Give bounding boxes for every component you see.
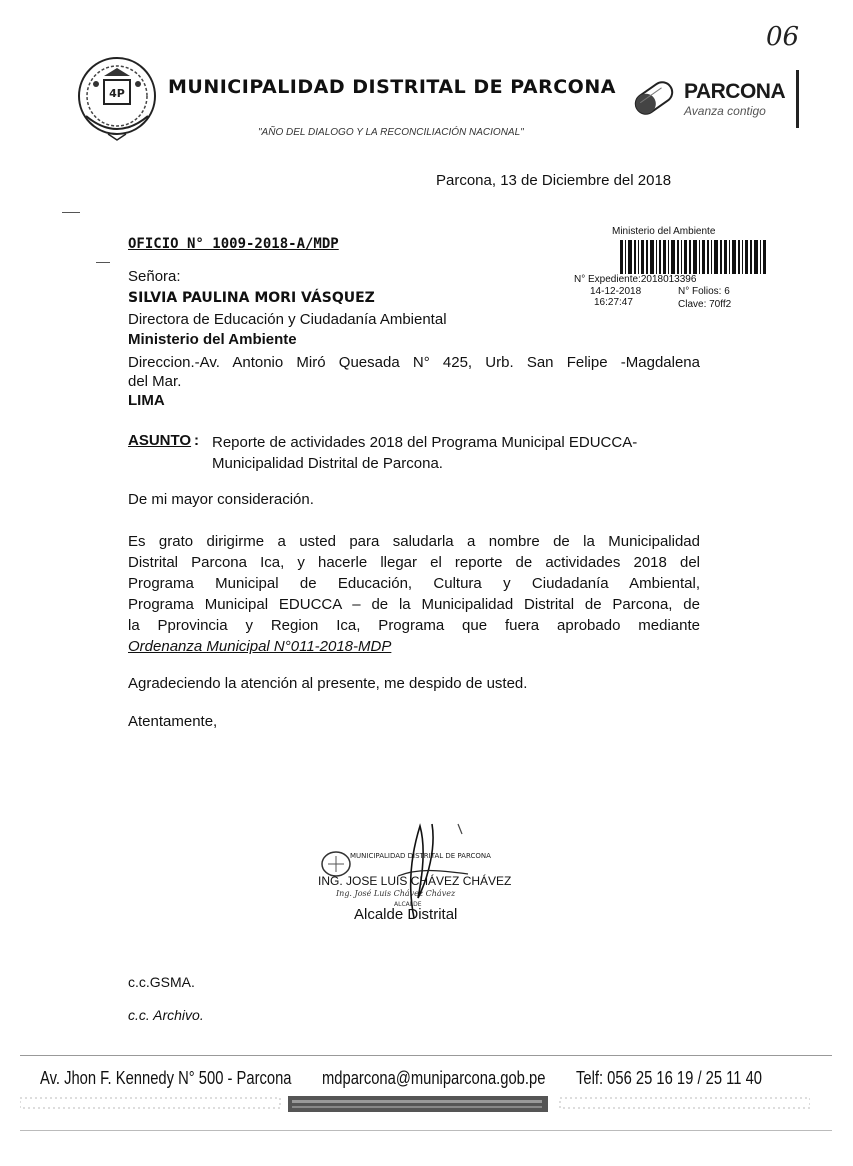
recipient-address-line2: del Mar. [128, 373, 182, 390]
institution-title: MUNICIPALIDAD DISTRITAL DE PARCONA [168, 76, 616, 98]
page-number: 06 [766, 22, 800, 52]
brand-name: PARCONA [684, 80, 786, 103]
barcode [620, 240, 768, 274]
footer-phone: Telf: 056 25 16 19 / 25 11 40 [576, 1068, 763, 1088]
signature-stamp-role: ALCALDE [394, 901, 422, 908]
recipient-organization: Ministerio del Ambiente [128, 331, 297, 348]
body-paragraph [128, 531, 700, 657]
subject-line1: Reporte de actividades 2018 del Programa Municipal EDUCCA- [212, 434, 638, 451]
recipient-city: LIMA [128, 392, 165, 409]
recipient-name: SILVIA PAULINA MORI VÁSQUEZ [128, 290, 375, 306]
body-line: la Pprovincia y Region Ica, Programa que fuera aprobado mediante [128, 617, 700, 634]
signatory-role: Alcalde Distrital [354, 906, 458, 923]
copy-archivo: c.c. Archivo. [128, 1007, 204, 1023]
parcona-brand-icon [630, 76, 678, 120]
oficio-reference: OFICIO N° 1009-2018-A/MDP [128, 236, 339, 252]
body-line: Es grato dirigirme a usted para saludarla a nombre de la Municipalidad [128, 533, 700, 550]
footer-email: mdparcona@muniparcona.gob.pe [322, 1068, 546, 1088]
footer-address: Av. Jhon F. Kennedy N° 500 - Parcona [40, 1068, 292, 1088]
brand-divider [796, 70, 799, 128]
footer-scan-noise [20, 1092, 810, 1114]
margin-mark [96, 262, 110, 263]
footer-divider [20, 1055, 832, 1056]
signature-handwritten: Ing. José Luis Chávez Chávez [336, 889, 456, 898]
stamp-time: 16:27:47 [594, 297, 633, 308]
thanks-line: Agradeciendo la atención al presente, me despido de usted. [128, 675, 528, 692]
stamp-date: 14-12-2018 [590, 286, 642, 297]
stamp-expediente: N° Expediente:2018013396 [574, 274, 697, 285]
subject-text [212, 432, 700, 474]
recipient-position: Directora de Educación y Ciudadanía Ambiental [128, 311, 447, 328]
recipient-address-line1: Direccion.-Av. Antonio Miró Quesada N° 425, Urb. San Felipe -Magdalena [128, 354, 700, 371]
subject-colon: : [194, 432, 199, 449]
subject-label: ASUNTO [128, 432, 192, 449]
signature-stamp-org: MUNICIPALIDAD DISTRITAL DE PARCONA [350, 852, 491, 860]
stamp-clave: Clave: 70ff2 [678, 299, 732, 310]
year-motto: "AÑO DEL DIALOGO Y LA RECONCILIACIÓN NACIONAL" [258, 127, 524, 138]
municipal-crest-logo [74, 54, 160, 144]
greeting: De mi mayor consideración. [128, 491, 314, 508]
ordinance-reference: Ordenanza Municipal N°011-2018-MDP [128, 638, 392, 655]
closing: Atentamente, [128, 713, 218, 730]
body-line: Programa Municipal de Educación, Cultura y Ciudadanía Ambiental, [128, 575, 700, 592]
stamp-title: Ministerio del Ambiente [612, 226, 716, 237]
signatory-name: ING. JOSE LUIS CHÁVEZ CHÁVEZ [318, 874, 512, 888]
copy-gsma: c.c.GSMA. [128, 974, 195, 990]
crest-text: 4P [109, 87, 125, 100]
body-line: Distrital Parcona Ica, y hacerle llegar el reporte de actividades 2018 del [128, 554, 700, 571]
salutation: Señora: [128, 268, 181, 285]
letter-date: Parcona, 13 de Diciembre del 2018 [436, 172, 672, 189]
margin-mark [62, 212, 80, 213]
page-bottom-rule [20, 1130, 832, 1131]
brand-tagline: Avanza contigo [684, 104, 766, 118]
subject-line2: Municipalidad Distrital de Parcona. [212, 455, 443, 472]
stamp-folios: N° Folios: 6 [678, 286, 730, 297]
body-line: Programa Municipal EDUCCA – de la Municipalidad Distrital de Parcona, de [128, 596, 700, 613]
